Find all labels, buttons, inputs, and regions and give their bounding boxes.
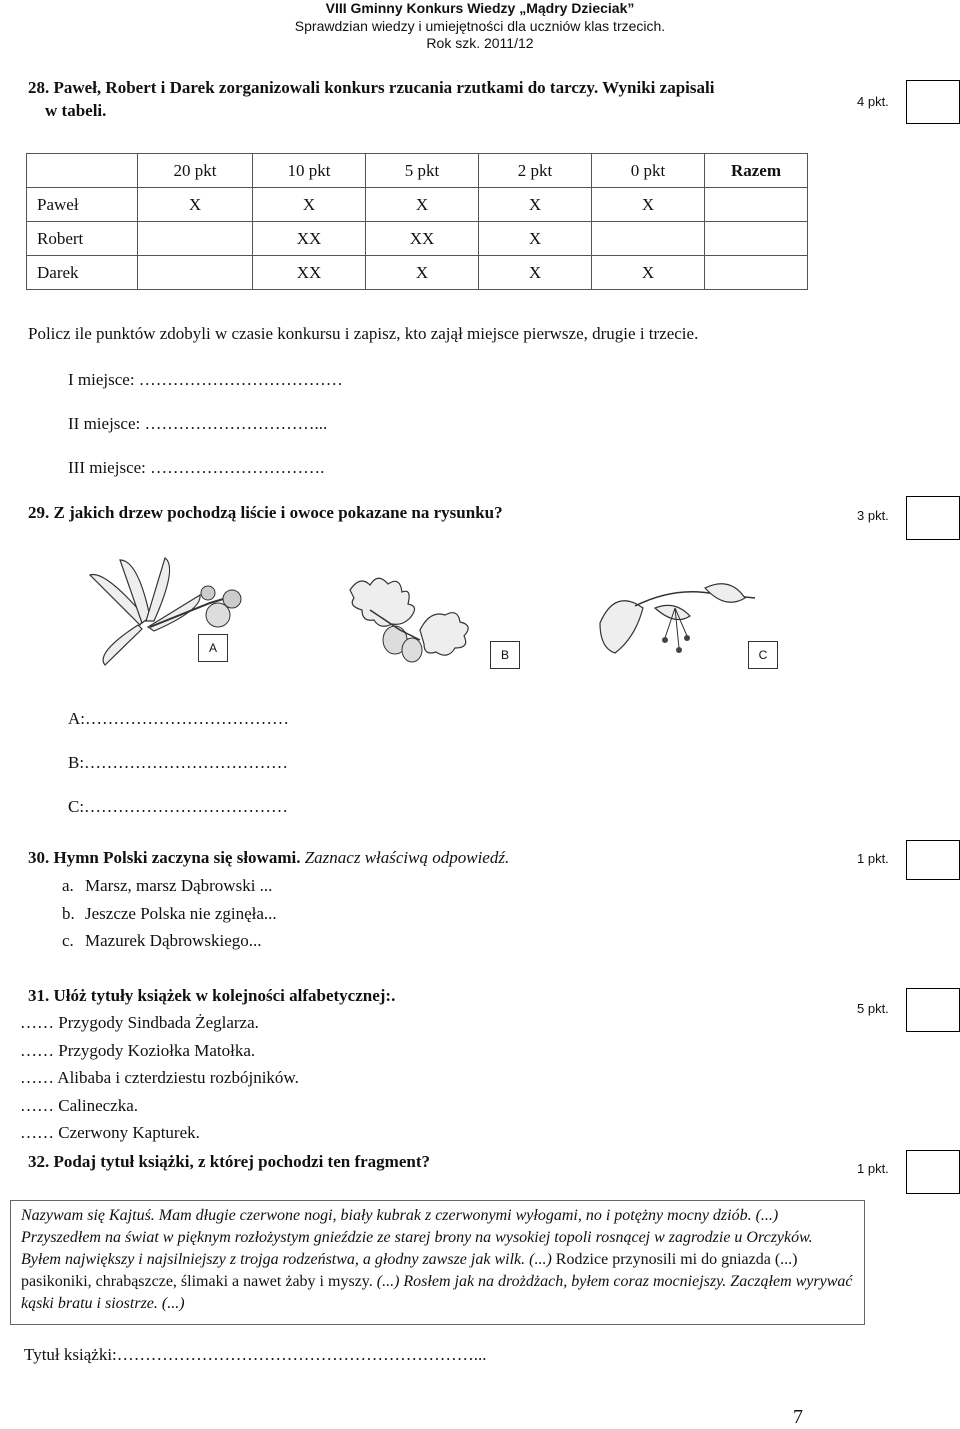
book-item-5[interactable]: …… Czerwony Kapturek. xyxy=(20,1123,200,1142)
contest-title: VIII Gminny Konkurs Wiedzy „Mądry Dzieciak” xyxy=(325,0,635,16)
q30-title xyxy=(28,848,509,868)
q31-score-box[interactable] xyxy=(906,988,960,1032)
q31-title: 31. Ułóż tytuły książek w kolejności alfabetycznej:. xyxy=(28,986,396,1005)
place2-line[interactable]: II miejsce: …………………………... xyxy=(68,414,328,433)
q30-points: 1 pkt. xyxy=(857,851,889,866)
table-cell: Paweł xyxy=(27,188,138,222)
table-header-cell xyxy=(27,154,138,188)
q29-title: 29. Z jakich drzew pochodzą liście i owoce pokazane na rysunku? xyxy=(28,503,503,522)
q32-points: 1 pkt. xyxy=(857,1161,889,1176)
answer-c-line[interactable]: C:……………………………… xyxy=(68,797,289,816)
answer-b-line[interactable]: B:……………………………… xyxy=(68,753,289,772)
table-cell: X xyxy=(592,188,705,222)
q31-points: 5 pkt. xyxy=(857,1001,889,1016)
book-item-1[interactable]: …… Przygody Sindbada Żeglarza. xyxy=(20,1013,259,1032)
table-header-cell: 10 pkt xyxy=(253,154,366,188)
table-cell: Robert xyxy=(27,222,138,256)
table-cell: X xyxy=(366,188,479,222)
option-a-letter: a. xyxy=(62,876,74,895)
table-cell xyxy=(138,256,253,290)
fragment-text-1: Nazywam się Kajtuś. Mam długie czerwone nogi, biały kubrak z czerwonymi wyłogami, no i potężny mocny dziób. (...) Przyszedłem na świat w pięknym rozłożystym gnieździe ze starej brony na wysokiej topoli rosnącej w zagrodzie u Orczyków. Byłem największy i najsilniejszy z trojga rodzeństwa, a głodny zawsze jak wilk. (...) xyxy=(21,1207,813,1268)
book-fragment xyxy=(10,1200,865,1325)
table-header-cell: 20 pkt xyxy=(138,154,253,188)
table-row xyxy=(27,256,808,290)
q28-title-line1: 28. Paweł, Robert i Darek zorganizowali konkurs rzucania rzutkami do tarczy. Wyniki zapisali xyxy=(28,78,715,97)
table-cell: Darek xyxy=(27,256,138,290)
book-title-answer-line[interactable]: Tytuł książki:………………………………………………………... xyxy=(24,1345,487,1364)
q30-title-bold: 30. Hymn Polski zaczyna się słowami. xyxy=(28,848,301,867)
contest-subtitle: Sprawdzian wiedzy i umiejętności dla uczniów klas trzecich. xyxy=(294,18,666,34)
table-header-cell: 5 pkt xyxy=(366,154,479,188)
q28-points: 4 pkt. xyxy=(857,94,889,109)
label-a: A xyxy=(198,634,228,662)
book-item-4[interactable]: …… Calineczka. xyxy=(20,1096,139,1115)
table-cell: XX xyxy=(253,222,366,256)
q32-title: 32. Podaj tytuł książki, z której pochodzi ten fragment? xyxy=(28,1152,430,1171)
label-c: C xyxy=(748,641,778,669)
q30-score-box[interactable] xyxy=(906,840,960,880)
table-cell xyxy=(138,222,253,256)
table-cell[interactable] xyxy=(705,188,808,222)
place1-line[interactable]: I miejsce: ……………………………… xyxy=(68,370,343,389)
table-cell xyxy=(592,222,705,256)
table-row xyxy=(27,222,808,256)
fragment-text-2: Rodzice przynosili mi do gniazda (...) pasikoniki, chrabąszcze, ślimaki a nawet żaby i myszy. xyxy=(21,1251,798,1290)
table-cell: XX xyxy=(366,222,479,256)
option-a[interactable]: Marsz, marsz Dąbrowski ... xyxy=(85,876,273,895)
table-cell: X xyxy=(138,188,253,222)
table-cell: X xyxy=(479,256,592,290)
fragment-text-3: (...) Rosłem jak na drożdżach, byłem coraz mocniejszy. Zacząłem wyrywać kąski bratu i siostrze. (...) xyxy=(21,1273,853,1312)
table-cell[interactable] xyxy=(705,256,808,290)
table-cell[interactable] xyxy=(705,222,808,256)
book-item-3[interactable]: …… Alibaba i czterdziestu rozbójników. xyxy=(20,1068,299,1087)
answer-a-line[interactable]: A:……………………………… xyxy=(68,709,289,728)
page-number: 7 xyxy=(793,1406,803,1428)
option-c[interactable]: Mazurek Dąbrowskiego... xyxy=(85,931,262,950)
q29-points: 3 pkt. xyxy=(857,508,889,523)
label-b: B xyxy=(490,641,520,669)
q28-results-table xyxy=(26,153,808,290)
table-header-cell: Razem xyxy=(705,154,808,188)
q28-instruction: Policz ile punktów zdobyli w czasie konkursu i zapisz, kto zajął miejsce pierwsze, drugie i trzecie. xyxy=(28,324,699,343)
linden-leaf-drawing xyxy=(595,578,765,678)
q30-title-instruction: Zaznacz właściwą odpowiedź. xyxy=(304,848,510,867)
table-cell: X xyxy=(479,222,592,256)
q28-score-box[interactable] xyxy=(906,80,960,124)
oak-leaf-drawing xyxy=(340,570,480,670)
q28-title-line2: w tabeli. xyxy=(45,101,107,120)
table-header-cell: 0 pkt xyxy=(592,154,705,188)
table-row xyxy=(27,188,808,222)
school-year: Rok szk. 2011/12 xyxy=(426,35,534,51)
table-cell: X xyxy=(366,256,479,290)
table-cell: X xyxy=(253,188,366,222)
place3-line[interactable]: III miejsce: …………………………. xyxy=(68,458,325,477)
option-c-letter: c. xyxy=(62,931,74,950)
table-header-cell: 2 pkt xyxy=(479,154,592,188)
option-b[interactable]: Jeszcze Polska nie zginęła... xyxy=(85,904,277,923)
book-item-2[interactable]: …… Przygody Koziołka Matołka. xyxy=(20,1041,256,1060)
table-cell: XX xyxy=(253,256,366,290)
table-header-row xyxy=(27,154,808,188)
table-cell: X xyxy=(479,188,592,222)
table-cell: X xyxy=(592,256,705,290)
q32-score-box[interactable] xyxy=(906,1150,960,1194)
q29-score-box[interactable] xyxy=(906,496,960,540)
option-b-letter: b. xyxy=(62,904,75,923)
